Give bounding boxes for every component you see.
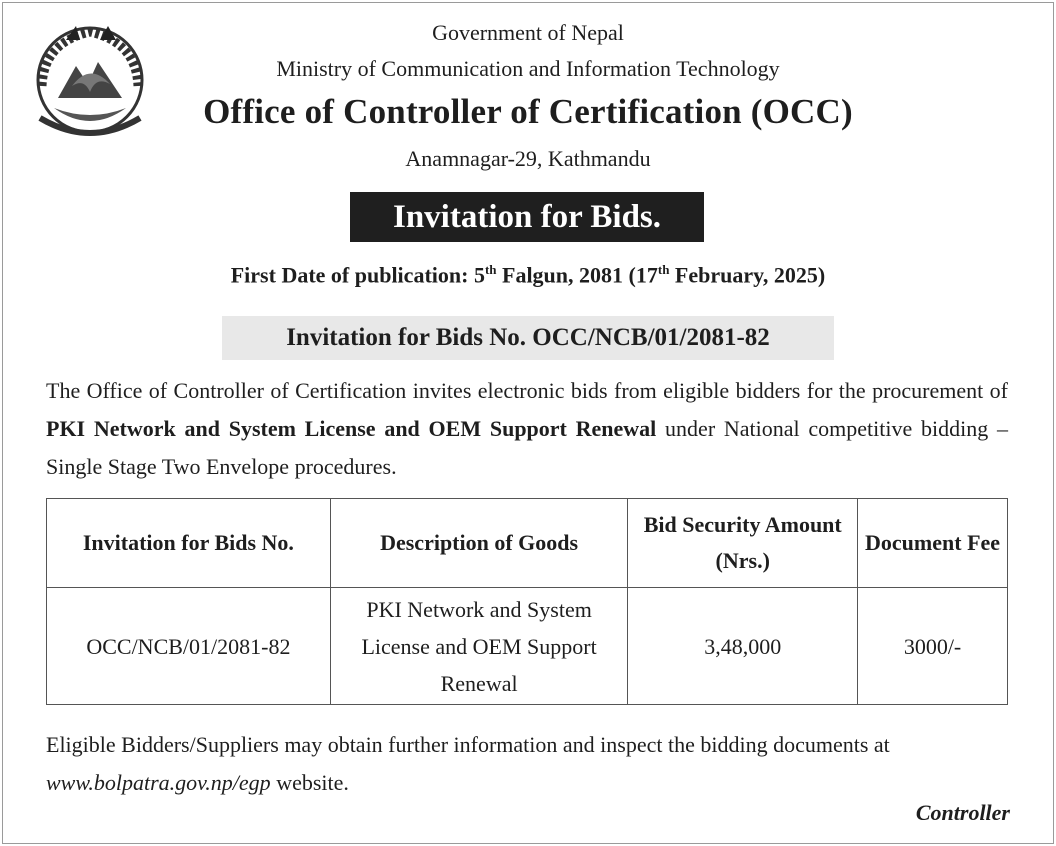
bids-table	[46, 498, 1008, 705]
cell-bid-security: 3,48,000	[628, 588, 858, 705]
publication-date: First Date of publication: 5th Falgun, 2081 (17th February, 2025)	[230, 262, 826, 288]
col-header-bid-security: Bid Security Amount (Nrs.)	[628, 499, 858, 588]
col-header-document-fee: Document Fee	[858, 499, 1008, 588]
col-header-ifb-no: Invitation for Bids No.	[47, 499, 331, 588]
cell-ifb-no: OCC/NCB/01/2081-82	[47, 588, 331, 705]
office-title: Office of Controller of Certification (OCC)	[203, 92, 853, 131]
ministry-line: Ministry of Communication and Information Technology	[276, 56, 780, 81]
notice-title: Invitation for Bids.	[350, 192, 704, 242]
government-line: Government of Nepal	[432, 20, 624, 45]
bolpatra-link[interactable]: www.bolpatra.gov.np/egp	[46, 770, 271, 795]
signoff: Controller	[915, 800, 1010, 825]
table-header-row	[47, 499, 1008, 588]
goods-name: PKI Network and System License and OEM Support Renewal	[46, 416, 657, 441]
footer-paragraph: Eligible Bidders/Suppliers may obtain further information and inspect the bidding documents at www.bolpatra.gov.np/egp website.	[46, 732, 890, 795]
cell-description: PKI Network and System License and OEM Support Renewal	[330, 588, 628, 705]
office-address: Anamnagar-29, Kathmandu	[405, 146, 651, 171]
intro-paragraph: The Office of Controller of Certification invites electronic bids from eligible bidders for the procurement of PKI Network and System License and OEM Support Renewal under National competitive bidding – Single Stage Two Envelope procedures.	[46, 378, 1008, 479]
table-row	[47, 588, 1008, 705]
cell-document-fee: 3000/-	[858, 588, 1008, 705]
col-header-description: Description of Goods	[330, 499, 628, 588]
ifb-number-banner: Invitation for Bids No. OCC/NCB/01/2081-82	[222, 316, 834, 360]
